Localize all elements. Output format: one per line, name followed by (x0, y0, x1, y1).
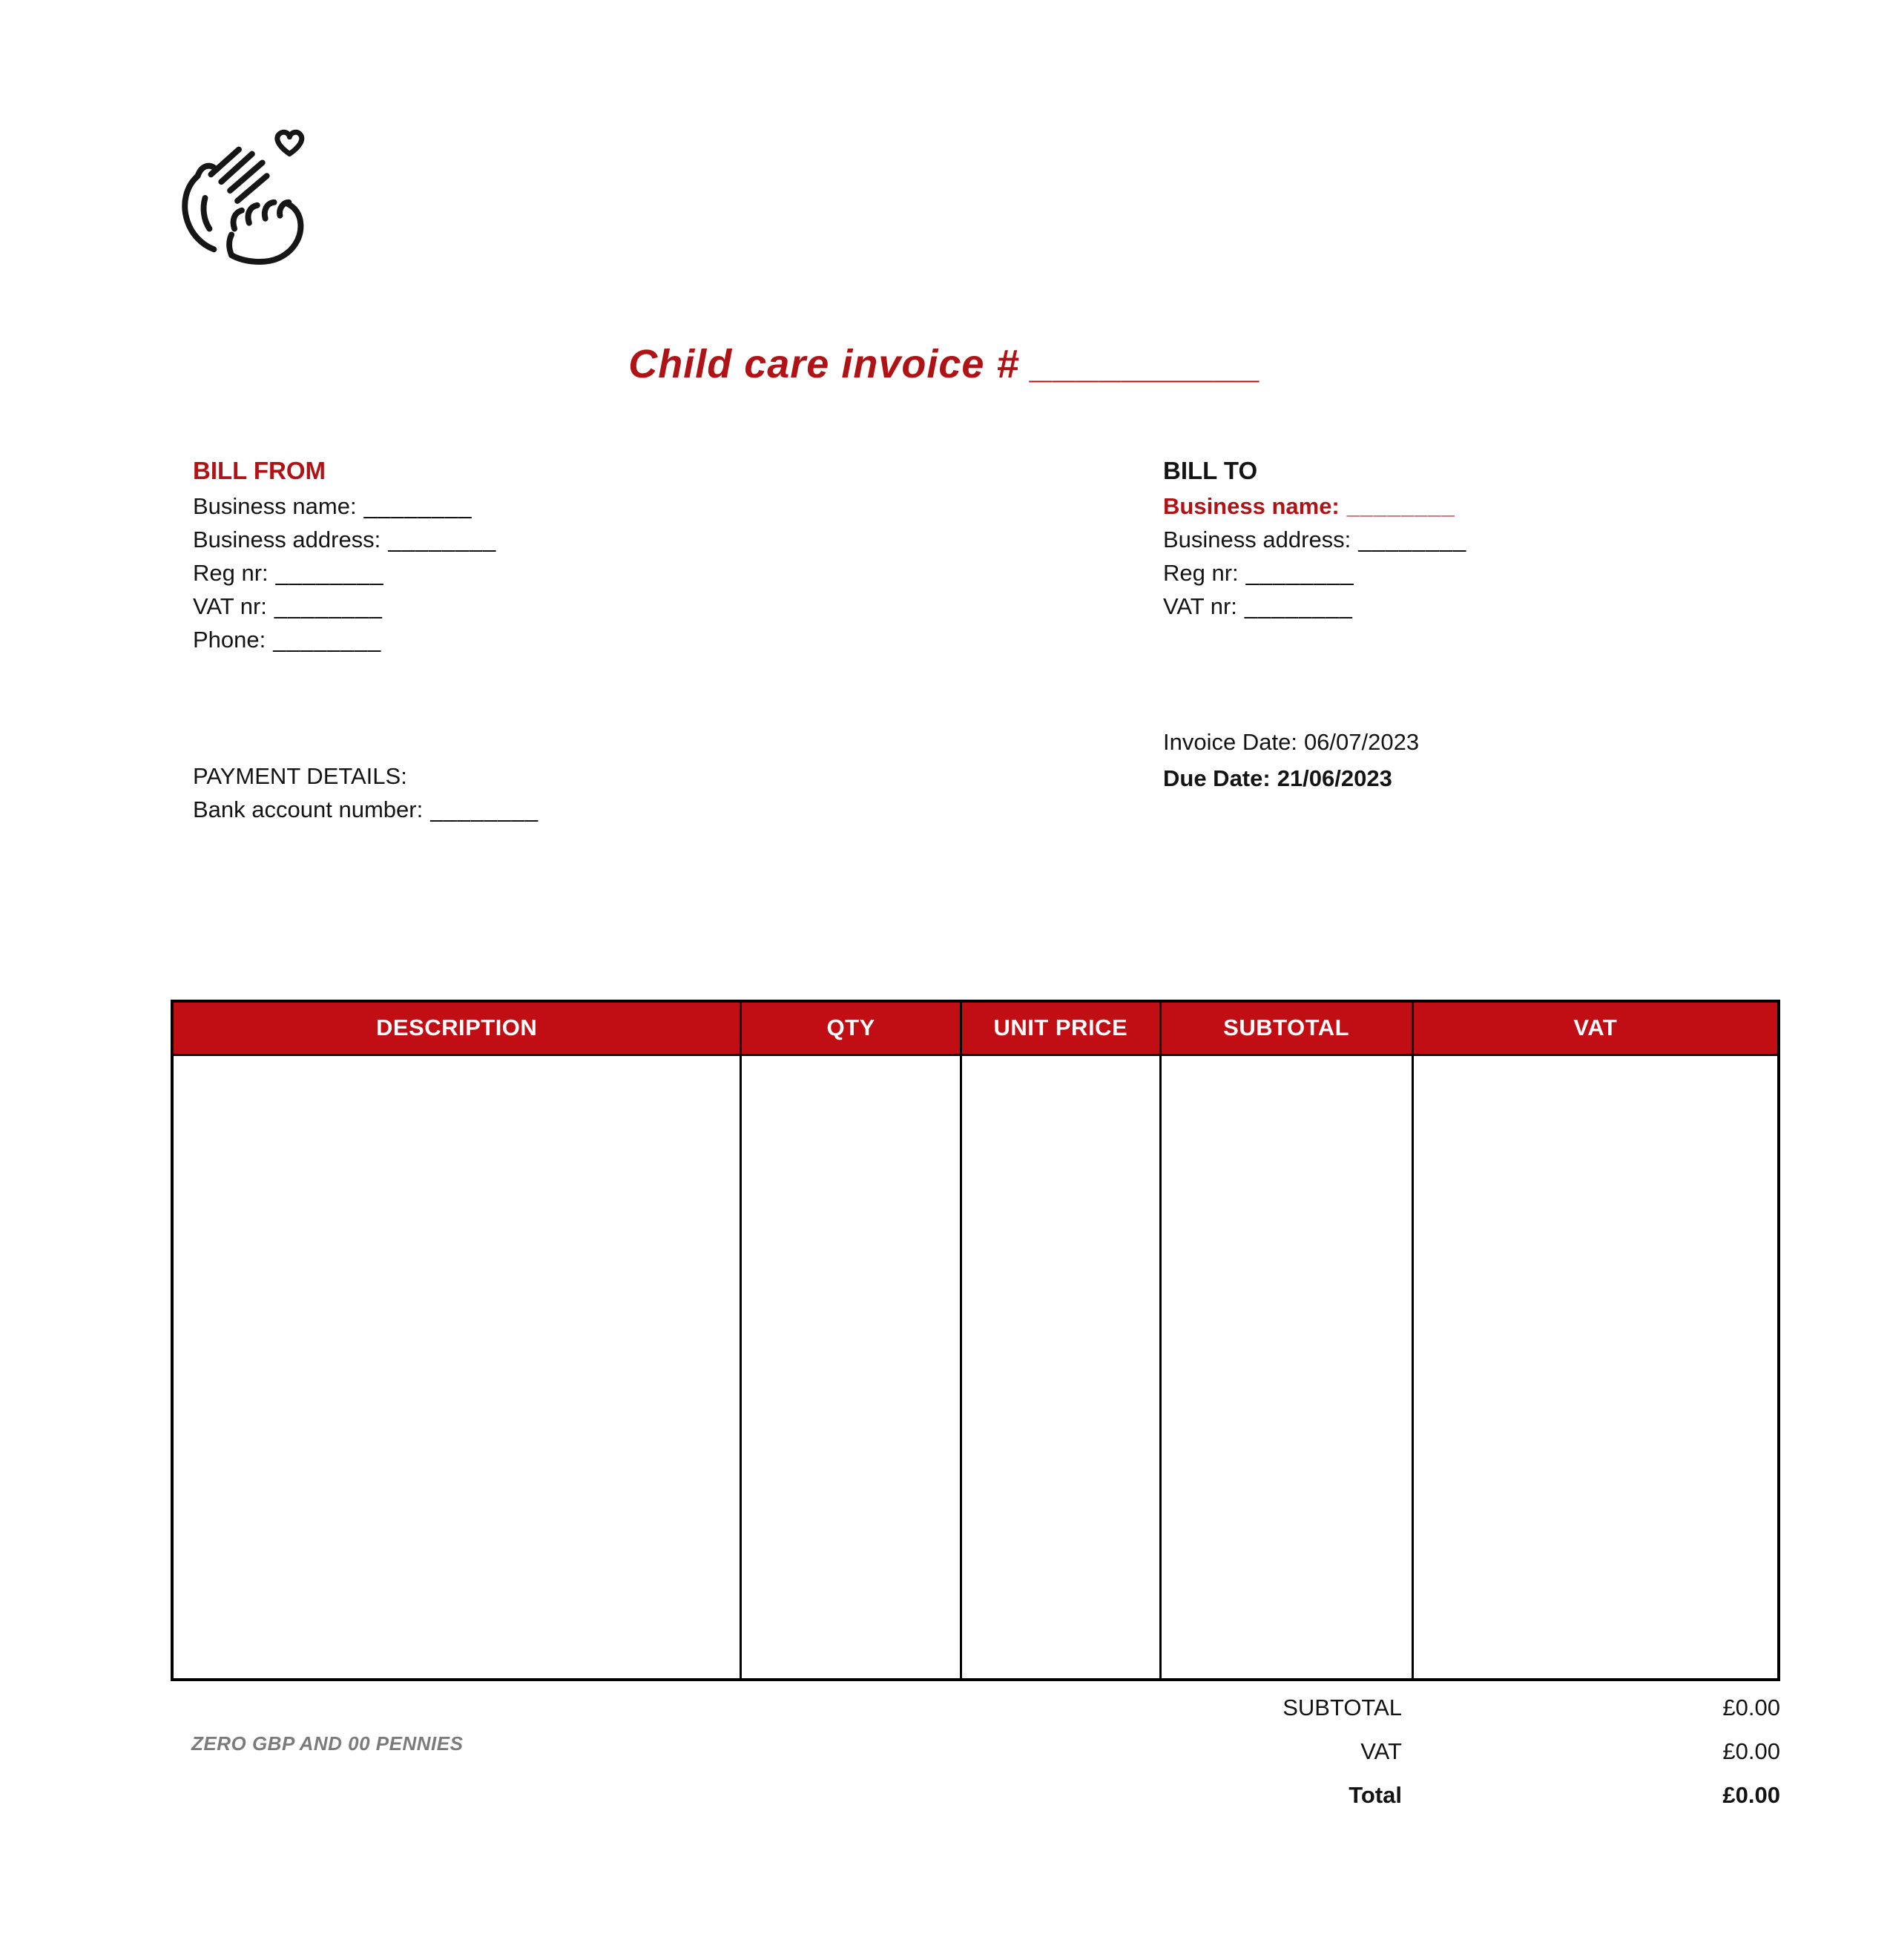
dates-section (1163, 724, 1419, 796)
hands-heart-icon (166, 119, 315, 265)
cell-description[interactable] (172, 1055, 741, 1680)
cell-qty[interactable] (741, 1055, 961, 1680)
due-date-label: Due Date: (1163, 765, 1271, 791)
col-vat: VAT (1412, 1001, 1779, 1055)
bill-from-business-name-line (193, 489, 496, 523)
bill-from-vat-nr-line (193, 590, 496, 623)
business-name-label: Business name: (193, 493, 357, 519)
phone-blank[interactable]: ________ (273, 627, 382, 653)
bank-account-blank[interactable]: ________ (430, 796, 539, 822)
due-date-line (1163, 760, 1419, 796)
business-address-label: Business address: (1163, 527, 1351, 552)
reg-nr-label: Reg nr: (1163, 560, 1239, 586)
due-date-value: 21/06/2023 (1277, 765, 1392, 791)
items-header-row (172, 1001, 1779, 1055)
totals-section (1113, 1696, 1780, 1827)
items-table (171, 1000, 1780, 1681)
vat-nr-label: VAT nr: (1163, 593, 1237, 619)
vat-nr-label: VAT nr: (193, 593, 267, 619)
bill-from-phone-line (193, 623, 496, 656)
vat-nr-blank[interactable]: ________ (1244, 593, 1353, 619)
logo (166, 119, 315, 265)
col-qty: QTY (741, 1001, 961, 1055)
vat-label: VAT (1360, 1738, 1402, 1764)
reg-nr-blank[interactable]: ________ (275, 560, 384, 586)
bill-to-business-name-line (1163, 489, 1466, 523)
bank-account-line (193, 793, 539, 826)
bill-to-section (1163, 452, 1466, 623)
business-address-blank[interactable]: ________ (388, 527, 497, 552)
total-row (1113, 1784, 1780, 1807)
vat-nr-blank[interactable]: ________ (274, 593, 383, 619)
business-address-blank[interactable]: ________ (1358, 527, 1467, 552)
vat-value: £0.00 (1722, 1738, 1780, 1764)
col-subtotal: SUBTOTAL (1160, 1001, 1412, 1055)
cell-subtotal[interactable] (1160, 1055, 1412, 1680)
reg-nr-blank[interactable]: ________ (1245, 560, 1354, 586)
business-name-blank[interactable]: ________ (1346, 493, 1455, 519)
subtotal-row (1113, 1696, 1780, 1720)
phone-label: Phone: (193, 627, 266, 653)
bank-account-label: Bank account number: (193, 796, 424, 822)
cell-vat[interactable] (1412, 1055, 1779, 1680)
subtotal-value: £0.00 (1722, 1695, 1780, 1720)
vat-row (1113, 1740, 1780, 1763)
bill-from-heading: BILL FROM (193, 457, 326, 484)
bill-to-business-address-line (1163, 523, 1466, 556)
total-label: Total (1349, 1782, 1402, 1808)
payment-details-heading: PAYMENT DETAILS: (193, 763, 407, 789)
reg-nr-label: Reg nr: (193, 560, 269, 586)
bill-from-reg-nr-line (193, 556, 496, 590)
bill-to-reg-nr-line (1163, 556, 1466, 590)
payment-details-section (193, 759, 539, 826)
invoice-date-label: Invoice Date: (1163, 729, 1297, 755)
col-description: DESCRIPTION (172, 1001, 741, 1055)
items-empty-row (172, 1055, 1779, 1680)
invoice-title: Child care invoice # __________ (628, 342, 1262, 386)
business-name-label: Business name: (1163, 493, 1340, 519)
bill-from-section (193, 452, 496, 656)
amount-in-words: ZERO GBP AND 00 PENNIES (191, 1732, 464, 1755)
bill-to-vat-nr-line (1163, 590, 1466, 623)
business-address-label: Business address: (193, 527, 381, 552)
business-name-blank[interactable]: ________ (363, 493, 472, 519)
bill-to-heading: BILL TO (1163, 457, 1258, 484)
invoice-date-line (1163, 724, 1419, 760)
col-unit-price: UNIT PRICE (961, 1001, 1161, 1055)
subtotal-label: SUBTOTAL (1282, 1695, 1402, 1720)
bill-from-business-address-line (193, 523, 496, 556)
invoice-date-value: 06/07/2023 (1303, 729, 1420, 755)
cell-unit-price[interactable] (961, 1055, 1161, 1680)
total-value: £0.00 (1722, 1782, 1780, 1808)
